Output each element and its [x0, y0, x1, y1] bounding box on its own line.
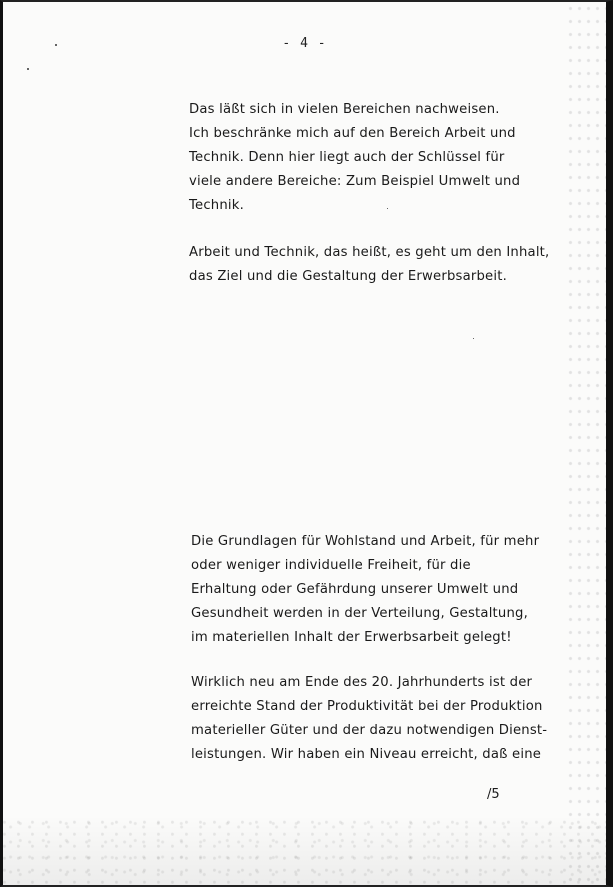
text-line: leistungen. Wir haben ein Niveau erreicht, daß eine: [191, 747, 542, 762]
page-number: - 4 -: [282, 36, 327, 51]
scan-noise-right: [566, 2, 606, 885]
scan-noise-bottom: [3, 815, 606, 885]
paragraph-3: [191, 530, 539, 650]
text-line: Das läßt sich in vielen Bereichen nachweisen.: [189, 102, 500, 117]
paragraph-2: [189, 241, 549, 289]
paragraph-4: [191, 671, 547, 767]
text-line: erreichte Stand der Produktivität bei der Produktion: [191, 699, 543, 714]
text-line: Technik.: [189, 198, 244, 213]
continuation-marker: /5: [487, 787, 500, 802]
text-line: Die Grundlagen für Wohlstand und Arbeit, für mehr: [191, 534, 540, 549]
text-line: Technik. Denn hier liegt auch der Schlüssel für: [189, 150, 505, 165]
scan-speck: [473, 338, 474, 339]
text-line: Wirklich neu am Ende des 20. Jahrhunderts ist der: [191, 675, 533, 690]
text-line: viele andere Bereiche: Zum Beispiel Umwelt und: [189, 174, 521, 189]
text-line: oder weniger individuelle Freiheit, für die: [191, 558, 471, 573]
text-line: im materiellen Inhalt der Erwerbsarbeit gelegt!: [191, 630, 512, 645]
text-line: Gesundheit werden in der Verteilung, Gestaltung,: [191, 606, 529, 621]
text-line: Arbeit und Technik, das heißt, es geht um den Inhalt,: [189, 245, 550, 260]
text-line: materieller Güter und der dazu notwendigen Dienst-: [191, 723, 548, 738]
scan-speck: [27, 68, 29, 70]
paragraph-1: [189, 98, 520, 218]
text-line: Erhaltung oder Gefährdung unserer Umwelt und: [191, 582, 519, 597]
text-line: das Ziel und die Gestaltung der Erwerbsarbeit.: [189, 269, 507, 284]
text-line: Ich beschränke mich auf den Bereich Arbeit und: [189, 126, 516, 141]
